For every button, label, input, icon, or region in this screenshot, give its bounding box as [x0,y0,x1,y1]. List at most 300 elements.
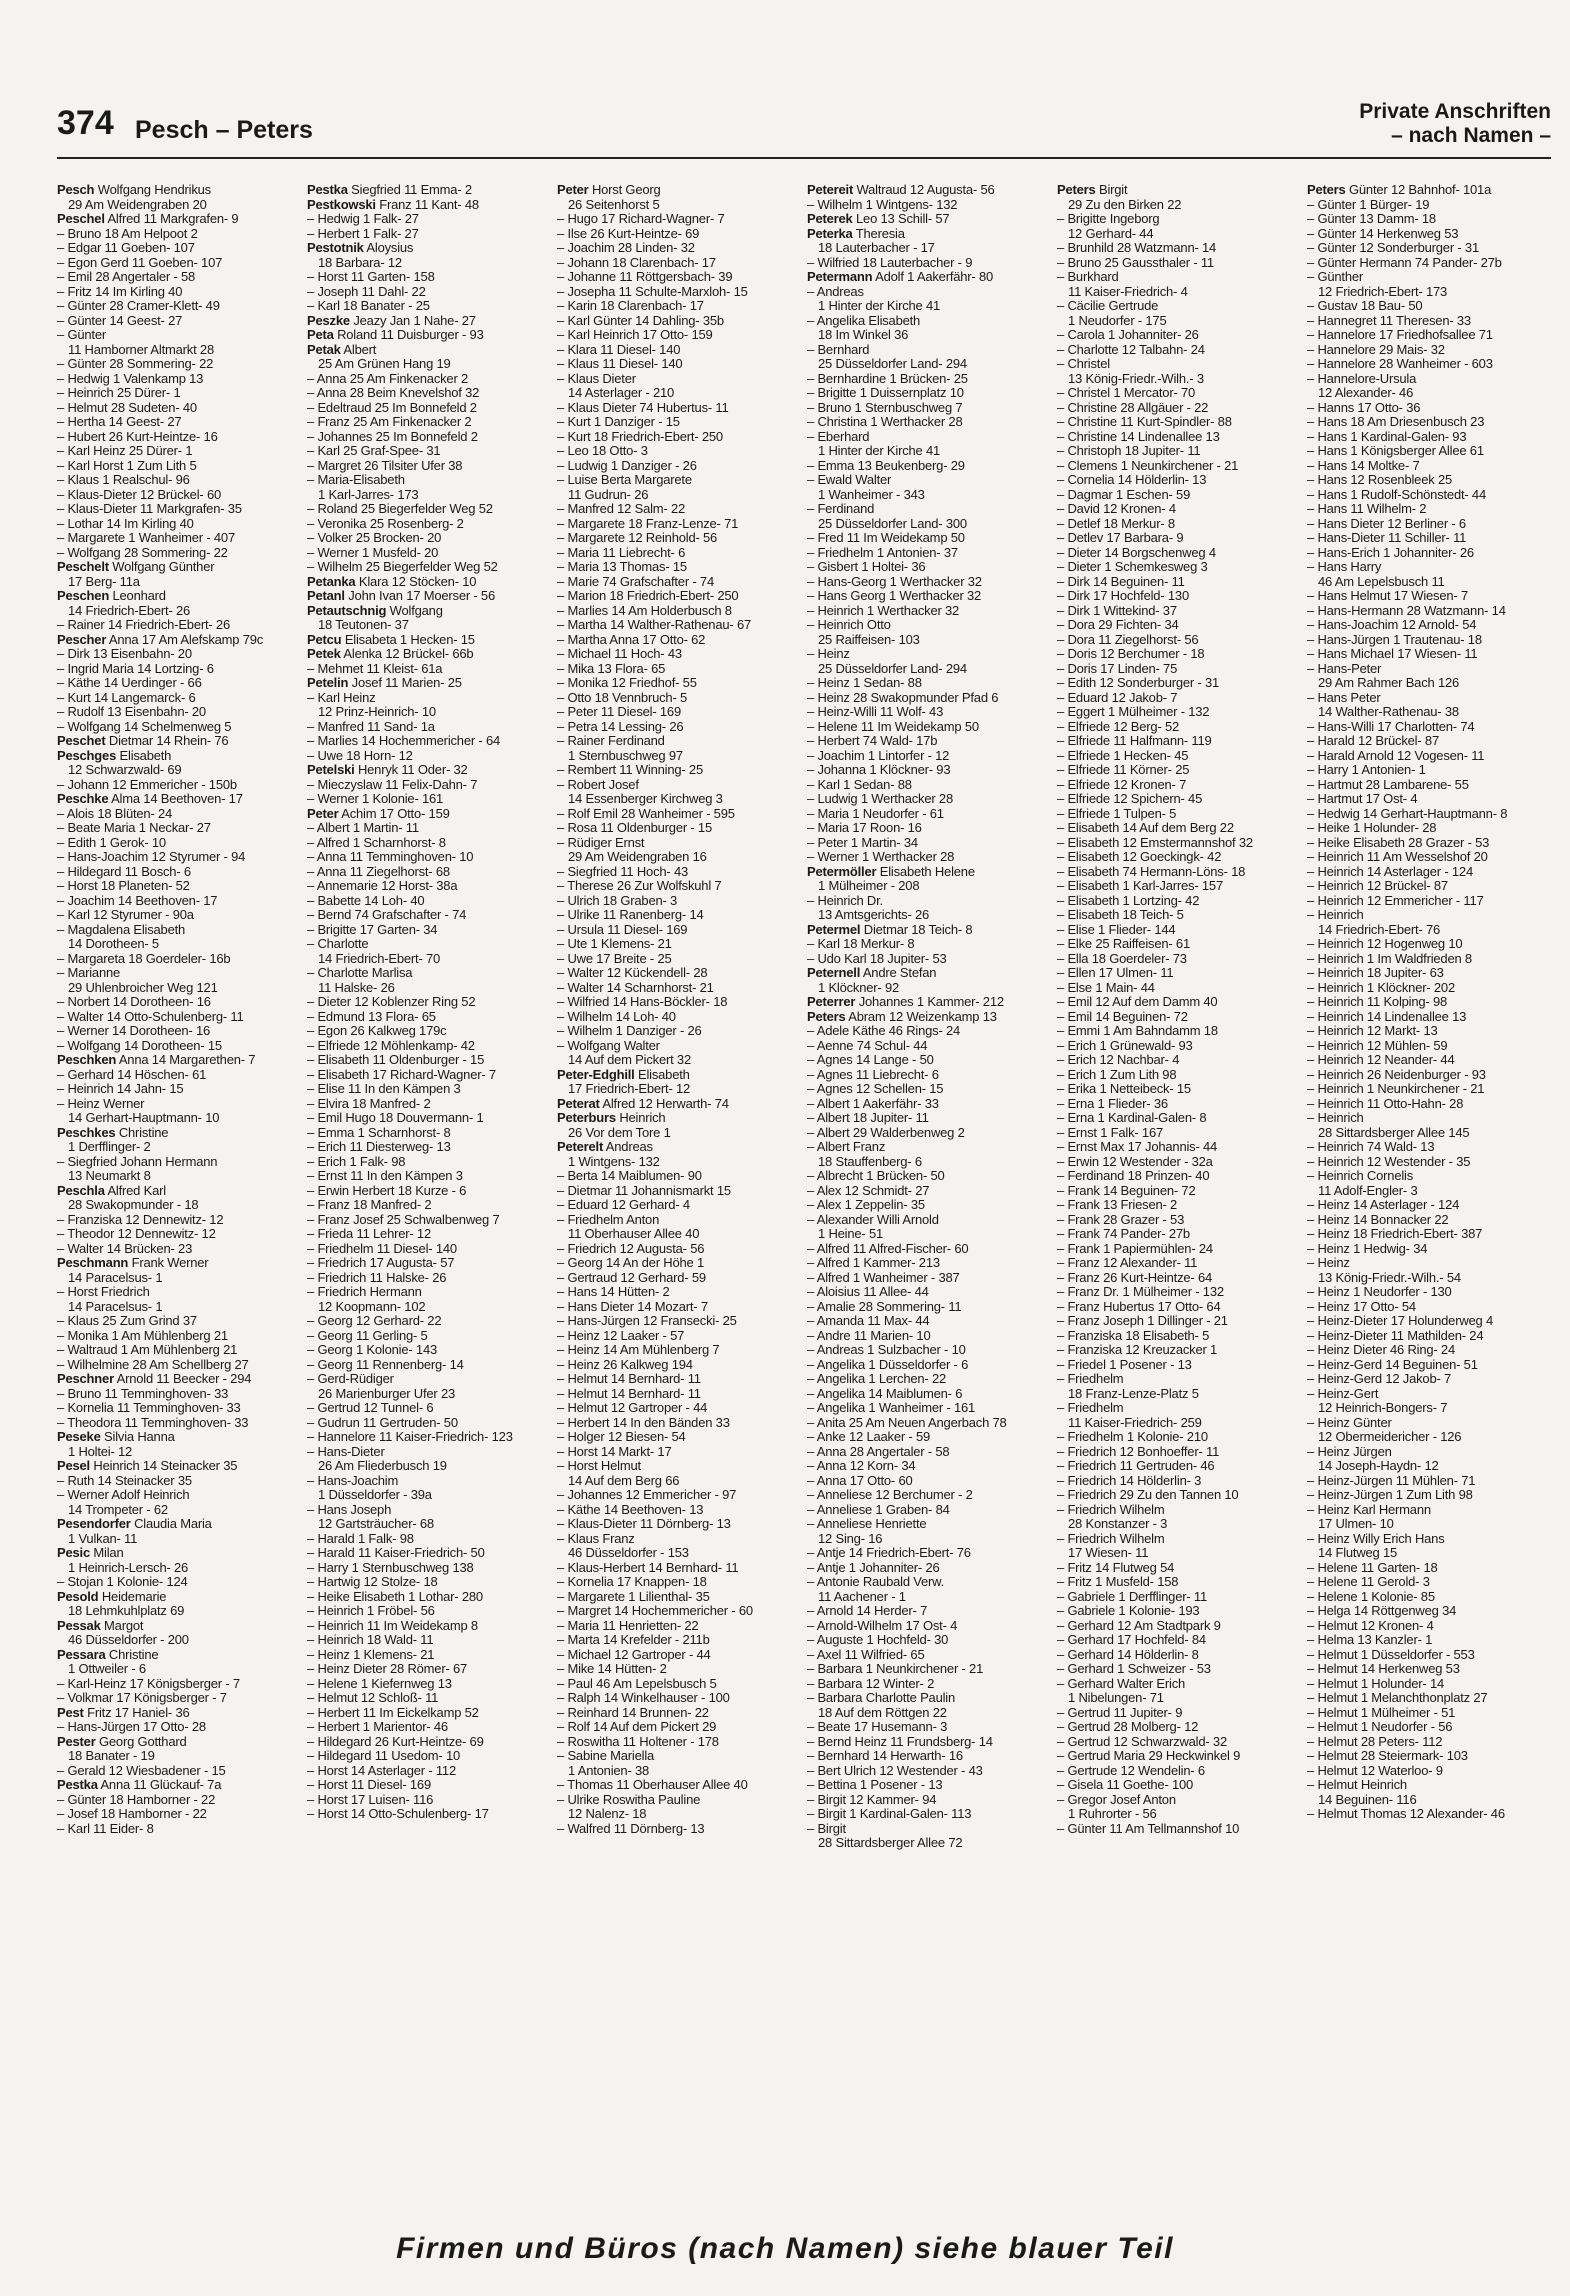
entry-details: Waltraud 12 Augusta- 56 [856,183,995,197]
directory-entry [1307,676,1549,691]
entry-details: – Ella 18 Goerdeler- 73 [1057,951,1187,966]
directory-entry [1307,386,1549,401]
directory-entry [557,720,799,735]
directory-entry [1307,1503,1549,1518]
entry-details: 14 Friedrich-Ebert- 76 [1318,922,1441,937]
entry-details: – Dieter 1 Schemkesweg 3 [1057,560,1208,574]
entry-details: Elisabeth [638,1067,690,1082]
directory-entry [307,183,549,198]
directory-entry [57,1053,299,1068]
entry-details: 46 Am Lepelsbusch 11 [1318,574,1445,589]
entry-details: – Arnold-Wilhelm 17 Ost- 4 [807,1618,958,1633]
entry-details: Anna 11 Glückauf- 7a [100,1778,222,1792]
directory-entry [57,430,299,445]
directory-entry [1057,1242,1299,1257]
entry-details: – Hannelore 29 Mais- 32 [1307,342,1445,357]
entry-details: – Birgit [807,1821,846,1836]
directory-entry [1057,1430,1299,1445]
entry-details: – Franziska 12 Kreuzacker 1 [1057,1343,1218,1357]
entry-details: – Christine 14 Lindenallee 13 [1057,429,1220,444]
directory-entry [1307,1300,1549,1315]
directory-entry [307,1691,549,1706]
entry-surname: Petermel [807,922,861,937]
entry-details: – Frank 1 Papiermühlen- 24 [1057,1241,1213,1256]
entry-details: – Angelika 14 Maiblumen- 6 [807,1386,963,1401]
directory-entry [1057,894,1299,909]
directory-entry [557,212,799,227]
directory-entry [57,618,299,633]
directory-entry [1307,1590,1549,1605]
directory-entry [57,1619,299,1634]
entry-details: – Lothar 14 Im Kirling 40 [57,516,194,531]
directory-entry [1057,270,1299,285]
directory-entry [57,894,299,909]
directory-entry [1307,1691,1549,1706]
entry-details: – Heinrich 14 Asterlager - 124 [1307,864,1473,879]
directory-entry [1057,1662,1299,1677]
directory-entry [1057,1691,1299,1706]
entry-details: 12 Obermeidericher - 126 [1318,1430,1462,1444]
directory-entry [807,212,1049,227]
entry-surname: Peter-Edghill [557,1067,635,1082]
directory-entry [57,1184,299,1199]
directory-entry [307,966,549,981]
directory-entry [1057,1285,1299,1300]
directory-entry [307,879,549,894]
directory-entry [307,995,549,1010]
directory-entry [307,212,549,227]
directory-entry [557,372,799,387]
directory-entry [57,1749,299,1764]
entry-details: – Roswitha 11 Holtener - 178 [557,1734,719,1749]
directory-entry [1307,343,1549,358]
entry-details: – Gertrud 11 Jupiter- 9 [1057,1705,1183,1720]
directory-entry [1057,285,1299,300]
entry-details: – Friedrich 11 Gertruden- 46 [1057,1459,1215,1473]
entry-details: – Elvira 18 Manfred- 2 [307,1096,431,1111]
entry-details: – Heinz 28 Swakopmunder Pfad 6 [807,690,999,705]
entry-details: – Emma 13 Beukenberg- 29 [807,458,965,473]
directory-entry [57,1691,299,1706]
directory-entry [1057,1068,1299,1083]
entry-details: 25 Düsseldorfer Land- 294 [818,661,967,676]
entry-surname: Petcu [307,632,342,647]
directory-entry [1307,691,1549,706]
directory-entry [1057,372,1299,387]
directory-entry [1307,720,1549,735]
directory-entry [1307,1372,1549,1387]
directory-entry [307,502,549,517]
directory-entry [57,401,299,416]
directory-entry [807,720,1049,735]
entry-details: – Bernd 74 Grafschafter - 74 [307,908,467,922]
directory-entry [57,981,299,996]
directory-entry [807,1720,1049,1735]
directory-entry [57,241,299,256]
entry-details: – Gertrud Maria 29 Heckwinkel 9 [1057,1749,1241,1763]
directory-entry [1057,952,1299,967]
directory-entry [557,1749,799,1764]
entry-details: John Ivan 17 Moerser - 56 [348,589,495,603]
entry-surname: Petelski [307,763,355,777]
directory-entry [807,836,1049,851]
directory-entry [807,270,1049,285]
directory-entry [1307,488,1549,503]
entry-surname: Pestka [57,1778,98,1792]
entry-details: – Georg 1 Kolonie- 143 [307,1343,438,1357]
entry-details: – Edgar 11 Goeben- 107 [57,241,195,255]
entry-details: – Hildegard 26 Kurt-Heintze- 69 [307,1734,484,1749]
entry-details: – Brigitte 17 Garten- 34 [307,922,438,937]
entry-details: – Wolfgang Walter [557,1038,660,1053]
directory-entry [57,647,299,662]
entry-surname: Peschet [57,734,106,748]
entry-details: 18 Auf dem Röttgen 22 [818,1705,947,1720]
directory-entry [57,821,299,836]
entry-details: – Gisela 11 Goethe- 100 [1057,1778,1194,1792]
directory-entry [1057,1633,1299,1648]
entry-details: – Maria-Elisabeth [307,473,405,487]
directory-entry [807,1300,1049,1315]
entry-details: – Marlies 14 Am Holderbusch 8 [557,603,732,618]
directory-entry [57,1111,299,1126]
directory-entry [57,1807,299,1822]
directory-entry [307,1459,549,1474]
directory-column-3 [557,183,799,2223]
entry-details: Alfred Karl [107,1183,166,1198]
directory-entry [1307,1227,1549,1242]
entry-details: – Margret 26 Tilsiter Ufer 38 [307,458,463,473]
directory-entry [1307,183,1549,198]
entry-details: 14 Auf dem Berg 66 [568,1473,680,1488]
entry-details: Claudia Maria [134,1517,212,1531]
entry-details: 28 Sittardsberger Allee 72 [818,1836,963,1850]
entry-details: – Walter 14 Scharnhorst- 21 [557,980,714,995]
directory-entry [807,1662,1049,1677]
directory-entry [57,952,299,967]
directory-entry [1307,241,1549,256]
entry-details: Theresia [855,226,905,241]
directory-entry [557,459,799,474]
directory-entry [57,1097,299,1112]
directory-entry [57,1459,299,1474]
directory-entry [57,1633,299,1648]
directory-entry [1057,1416,1299,1431]
entry-details: – Frank 14 Beguinen- 72 [1057,1183,1196,1198]
entry-details: – Friedrich Wilhelm [1057,1531,1165,1546]
entry-details: – Hans 14 Hütten- 2 [557,1285,670,1299]
entry-details: – Norbert 14 Dorotheen- 16 [57,995,211,1009]
entry-details: – Josepha 11 Schulte-Marxloh- 15 [557,284,748,299]
entry-details: – Gerhard 14 Höschen- 61 [57,1067,207,1082]
entry-surname: Peterek [807,212,853,226]
directory-entry [807,1184,1049,1199]
entry-details: – Heinrich 1 Fröbel- 56 [307,1604,435,1618]
directory-entry [307,604,549,619]
directory-entry [807,1822,1049,1837]
entry-details: – Anna 28 Angertaler - 58 [807,1444,950,1459]
entry-details: – Agnes 12 Schellen- 15 [807,1082,944,1096]
entry-details: – Egon 26 Kalkweg 179c [307,1024,447,1038]
entry-details: – Heinz Werner [57,1096,145,1111]
directory-entry [1307,1488,1549,1503]
directory-entry [57,1343,299,1358]
directory-entry [807,517,1049,532]
entry-details: – Karl 12 Styrumer - 90a [57,908,194,922]
entry-details: 13 König-Friedr.-Wilh.- 3 [1068,371,1204,386]
directory-entry [557,662,799,677]
directory-column-2 [307,183,549,2223]
entry-details: Achim 17 Otto- 159 [341,806,450,821]
directory-entry [307,1227,549,1242]
entry-details: – Karl Horst 1 Zum Lith 5 [57,458,197,473]
directory-entry [1307,647,1549,662]
entry-details: – Heinz 18 Friedrich-Ebert- 387 [1307,1227,1483,1241]
entry-details: – Hans-Dieter 11 Schiller- 11 [1307,531,1467,545]
entry-surname: Pesold [57,1589,99,1604]
directory-entry [307,1068,549,1083]
directory-entry [557,1082,799,1097]
entry-details: – Charlotte 12 Talbahn- 24 [1057,342,1205,357]
directory-entry [1057,807,1299,822]
directory-entry [1057,995,1299,1010]
entry-details: – Hans-Dieter [307,1444,385,1459]
directory-entry [307,314,549,329]
directory-entry [557,981,799,996]
directory-entry [807,1807,1049,1822]
entry-details: – Hannelore 11 Kaiser-Friedrich- 123 [307,1430,513,1444]
entry-details: – Klaus Franz [557,1531,635,1546]
directory-entry [557,807,799,822]
entry-details: – Marlies 14 Hochemmericher - 64 [307,734,501,748]
directory-entry [1057,1517,1299,1532]
directory-entry [1307,865,1549,880]
directory-entry [1057,1097,1299,1112]
directory-entry [557,589,799,604]
directory-entry [807,357,1049,372]
directory-entry [557,546,799,561]
entry-details: – Margarete 18 Franz-Lenze- 71 [557,516,739,531]
entry-details: – Kornelia 17 Knappen- 18 [557,1575,707,1589]
entry-surname: Pescher [57,632,107,647]
directory-entry [557,1242,799,1257]
directory-entry [57,343,299,358]
entry-details: – Carola 1 Johanniter- 26 [1057,328,1199,342]
entry-details: – Elfriede 12 Möhlenkamp- 42 [307,1038,475,1053]
entry-surname: Peschkes [57,1125,116,1140]
directory-entry [807,1387,1049,1402]
directory-entry [1307,618,1549,633]
entry-details: 1 Vulkan- 11 [68,1531,138,1546]
entry-details: – Emil 12 Auf dem Damm 40 [1057,995,1218,1009]
directory-entry [807,1024,1049,1039]
entry-details: – Bruno 11 Temminghoven- 33 [57,1386,229,1401]
directory-entry [307,241,549,256]
entry-details: – Maria 11 Henrietten- 22 [557,1618,699,1633]
entry-details: – Helmut 28 Sudeten- 40 [57,400,197,415]
entry-details: – Gabriele 1 Kolonie- 193 [1057,1604,1200,1618]
directory-entry [1307,415,1549,430]
entry-surname: Peters [1307,183,1346,197]
directory-entry [1057,1764,1299,1779]
directory-entry [557,952,799,967]
directory-entry [307,647,549,662]
directory-entry [807,415,1049,430]
directory-entry [807,575,1049,590]
directory-entry [1307,908,1549,923]
entry-details: – Heike Elisabeth 1 Lothar- 280 [307,1589,483,1604]
directory-entry [1307,531,1549,546]
entry-details: – Heinz 14 Bonnacker 22 [1307,1212,1449,1227]
entry-details: – Dora 29 Fichten- 34 [1057,618,1179,632]
entry-details: – Albert 1 Aakerfähr- 33 [807,1096,939,1111]
directory-entry [57,691,299,706]
entry-details: – Heinz Dieter 46 Ring- 24 [1307,1343,1455,1357]
directory-entry [1057,502,1299,517]
directory-entry [307,865,549,880]
directory-entry [1307,1648,1549,1663]
entry-details: Margot [104,1618,144,1633]
directory-entry [557,227,799,242]
directory-entry [1057,604,1299,619]
entry-details: – Heinrich 12 Westender - 35 [1307,1154,1471,1169]
directory-entry [807,1314,1049,1329]
entry-surname: Peschen [57,589,110,603]
directory-entry [557,647,799,662]
directory-entry [807,966,1049,981]
entry-details: – Heinz Dieter 28 Römer- 67 [307,1662,468,1676]
directory-entry [307,981,549,996]
directory-entry [57,1329,299,1344]
entry-details: Aloysius [366,241,414,255]
directory-entry [557,618,799,633]
directory-entry [1307,1807,1549,1822]
directory-entry [1307,517,1549,532]
entry-details: – Heinrich Dr. [807,893,883,908]
entry-surname: Pesel [57,1459,90,1473]
directory-entry [1057,314,1299,329]
entry-details: – Mike 14 Hütten- 2 [557,1662,667,1676]
entry-details: – Klaus-Dieter 12 Brückel- 60 [57,487,221,502]
directory-entry [1057,908,1299,923]
entry-details: – Ernst 11 In den Kämpen 3 [307,1169,463,1183]
directory-entry [557,1648,799,1663]
directory-entry [1307,923,1549,938]
entry-details: – Brigitte 1 Duissernplatz 10 [807,386,964,400]
directory-entry [307,1169,549,1184]
directory-entry [1307,314,1549,329]
directory-entry [1307,1343,1549,1358]
directory-entry [1057,430,1299,445]
entry-details: – Elisabeth 14 Auf dem Berg 22 [1057,821,1234,835]
entry-details: Alenka 12 Brückel- 66b [343,647,474,661]
entry-details: – Helene 11 Garten- 18 [1307,1560,1438,1575]
directory-entry [557,1662,799,1677]
entry-details: – Peter 1 Martin- 34 [807,835,918,850]
entry-details: – Uwe 18 Horn- 12 [307,748,413,763]
directory-entry [57,415,299,430]
entry-details: – Paul 46 Am Lepelsbusch 5 [557,1676,717,1691]
entry-details: 29 Zu den Birken 22 [1068,197,1182,212]
directory-entry [557,1517,799,1532]
entry-details: 29 Uhlenbroicher Weg 121 [68,980,218,995]
directory-entry [557,1227,799,1242]
directory-entry [307,1749,549,1764]
entry-details: 28 Sittardsberger Allee 145 [1318,1125,1470,1140]
directory-entry [807,995,1049,1010]
directory-entry [1057,821,1299,836]
entry-details: – Wolfgang 14 Schelmenweg 5 [57,719,232,734]
directory-entry [1057,415,1299,430]
entry-details: – Brunhild 28 Watzmann- 14 [1057,241,1217,255]
directory-entry [557,1256,799,1271]
entry-details: – Albert 29 Walderbenweg 2 [807,1125,965,1140]
entry-details: – Heinz 14 Am Mühlenberg 7 [557,1343,720,1357]
entry-surname: Peternell [807,966,861,980]
directory-entry [557,1822,799,1837]
entry-details: – Heinz-Gerd 14 Beguinen- 51 [1307,1357,1478,1372]
directory-entry [57,1474,299,1489]
entry-details: – Helene 1 Kiefernweg 13 [307,1676,452,1691]
entry-details: – Ernst Max 17 Johannis- 44 [1057,1140,1218,1154]
directory-entry [1057,676,1299,691]
entry-details: – Ulrike 11 Ranenberg- 14 [557,908,704,922]
directory-entry [557,1503,799,1518]
entry-details: – Helmut 1 Neudorfer - 56 [1307,1720,1453,1734]
directory-entry [557,691,799,706]
directory-entry [307,1677,549,1692]
entry-details: Milan [93,1546,124,1560]
directory-entry [57,575,299,590]
directory-entry [807,807,1049,822]
entry-details: 26 Vor dem Tore 1 [568,1125,671,1140]
entry-details: Josef 11 Marien- 25 [351,676,462,690]
directory-entry [1057,459,1299,474]
directory-entry [1307,1068,1549,1083]
entry-details: 14 Gerhart-Hauptmann- 10 [68,1111,220,1125]
entry-details: – Franz Joseph 1 Dillinger - 21 [1057,1314,1228,1328]
entry-details: 12 Prinz-Heinrich- 10 [318,705,436,719]
directory-entry [1307,1198,1549,1213]
directory-entry [557,633,799,648]
entry-details: – Heinz-Dieter 11 Mathilden- 24 [1307,1328,1484,1343]
entry-details: – Robert Josef [557,777,639,792]
entry-surname: Pester [57,1734,96,1749]
entry-details: – Fred 11 Im Weidekamp 50 [807,531,965,545]
entry-details: – Hubert 26 Kurt-Heintze- 16 [57,429,218,444]
entry-details: – Heinrich 25 Dürer- 1 [57,386,181,400]
entry-surname: Peschla [57,1183,105,1198]
directory-entry [1057,589,1299,604]
entry-details: – Helmut 1 Melanchthonplatz 27 [1307,1691,1488,1705]
directory-entry [557,821,799,836]
directory-entry [307,1329,549,1344]
entry-details: – Heinrich 12 Markt- 13 [1307,1024,1438,1038]
directory-entry [57,1706,299,1721]
directory-entry [57,1082,299,1097]
entry-details: – Dietmar 11 Johannismarkt 15 [557,1183,731,1198]
entry-details: Birgit [1098,183,1128,197]
directory-entry [1307,560,1549,575]
entry-details: – Wilhelmine 28 Am Schellberg 27 [57,1357,249,1372]
entry-details: – Friedrich 12 Bonhoeffer- 11 [1057,1444,1220,1459]
directory-entry [57,1314,299,1329]
directory-entry [1057,836,1299,851]
entry-details: – Amanda 11 Max- 44 [807,1314,930,1328]
directory-entry [807,1677,1049,1692]
directory-entry [1307,1184,1549,1199]
entry-details: – Dagmar 1 Eschen- 59 [1057,487,1191,502]
